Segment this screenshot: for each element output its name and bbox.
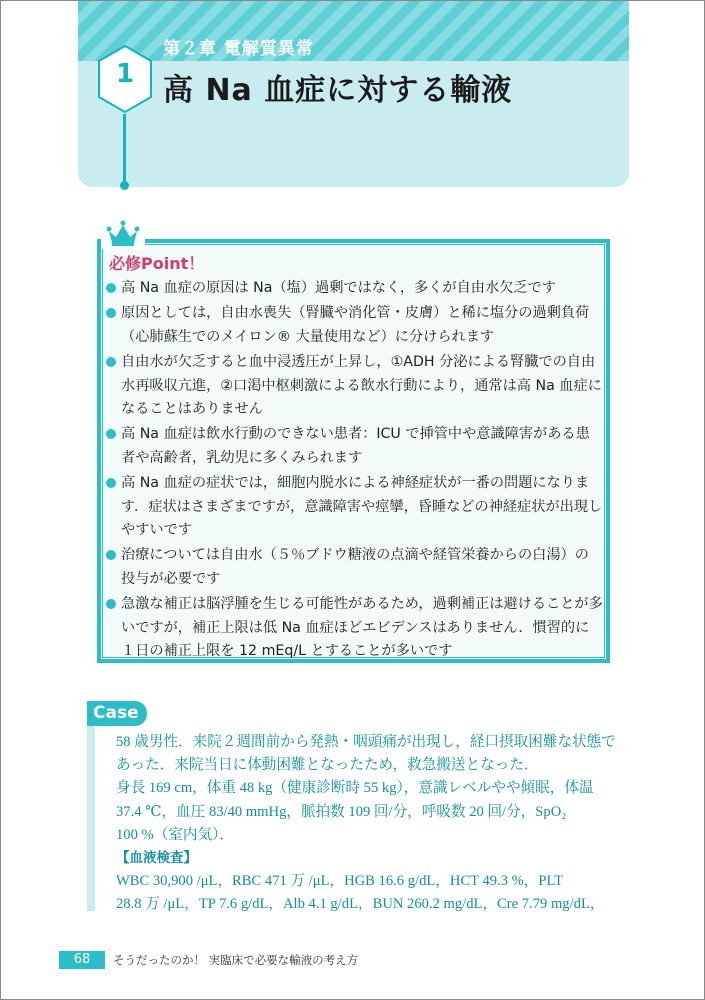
case-line: 37.4 ℃，血圧 83/40 mmHg，脈拍数 109 回/分，呼吸数 20 回/分，SpO₂	[116, 803, 567, 820]
bullet-icon	[106, 478, 116, 488]
point-item	[103, 423, 603, 470]
case-side-bar	[87, 726, 95, 911]
bullet-icon	[106, 308, 116, 318]
point-item	[103, 544, 603, 591]
point-text: 原因としては，自由水喪失（腎臓や消化管・皮膚）と稀に塩分の過剰負荷（心肺蘇生でのメイロン® 大量使用など）に分けられます	[121, 305, 590, 345]
point-item	[103, 351, 603, 421]
point-text: 高 Na 血症は飲水行動のできない患者：ICU で挿管中や意識障害がある患者や高齢者，乳幼児に多くみられます	[121, 426, 590, 466]
point-item	[103, 277, 603, 300]
point-list	[103, 277, 603, 666]
connector-dot	[120, 181, 129, 190]
bullet-icon	[106, 599, 116, 609]
case-line: 100 %（室内気）．	[116, 826, 234, 843]
case-body	[116, 731, 616, 917]
bullet-icon	[106, 283, 116, 293]
case-line: あった．来院当日に体動困難となったため，救急搬送となった．	[116, 757, 539, 774]
running-title: そうだったのか！ 実臨床で必要な輸液の考え方	[113, 953, 359, 967]
point-text: 高 Na 血症の原因は Na（塩）過剰ではなく，多くが自由水欠乏です	[121, 280, 556, 296]
point-item	[103, 593, 603, 663]
crown-icon	[105, 219, 141, 247]
point-text: 自由水が欠乏すると血中浸透圧が上昇し，①ADH 分泌による腎臓での自由水再吸収亢進，②口渇中枢刺激による飲水行動により，通常は高 Na 血症になることはありません	[121, 354, 602, 418]
point-heading: 必修Point！	[109, 254, 205, 273]
point-text: 治療については自由水（５％ブドウ糖液の点滴や経管栄養からの白湯）の投与が必要です	[121, 547, 589, 587]
lab-line: WBC 30,900 /μL，RBC 471 万 /μL，HGB 16.6 g/dL，HCT 49.3 %，PLT	[116, 873, 563, 890]
point-item	[103, 472, 603, 542]
header-stripes	[78, 1, 629, 61]
case-line: 58 歳男性．来院２週間前から発熱・咽頭痛が出現し，経口摂取困難な状態で	[116, 734, 616, 750]
section-number: 1	[115, 59, 135, 89]
bullet-icon	[106, 357, 116, 367]
case-line: 身長 169 cm，体重 48 kg（健康診断時 55 kg），意識レベルやや傾眠，体温	[116, 780, 594, 797]
point-text: 急激な補正は脳浮腫を生じる可能性があるため，過剰補正は避けることが多いですが，補正上限は低 Na 血症ほどエビデンスはありません．慣習的に１日の補正上限を 12 mEq/L とすることが多いです	[121, 596, 603, 660]
page-number: 68	[59, 951, 105, 969]
chapter-label: 第２章 電解質異常	[163, 39, 314, 59]
lab-heading: 【血液検査】	[116, 850, 197, 867]
lab-line: 28.8 万 /μL，TP 7.6 g/dL，Alb 4.1 g/dL，BUN 260.2 mg/dL，Cre 7.79 mg/dL，	[116, 896, 605, 913]
page-title: 高 Na 血症に対する輸液	[163, 73, 513, 108]
connector-line	[123, 114, 126, 182]
point-text: 高 Na 血症の症状では，細胞内脱水による神経症状が一番の問題になります．症状はさまざまですが，意識障害や痙攣，昏睡などの神経症状が出現しやすいです	[121, 475, 603, 539]
bullet-icon	[106, 429, 116, 439]
point-item	[103, 302, 603, 349]
bullet-icon	[106, 550, 116, 560]
case-label: Case	[87, 701, 147, 726]
